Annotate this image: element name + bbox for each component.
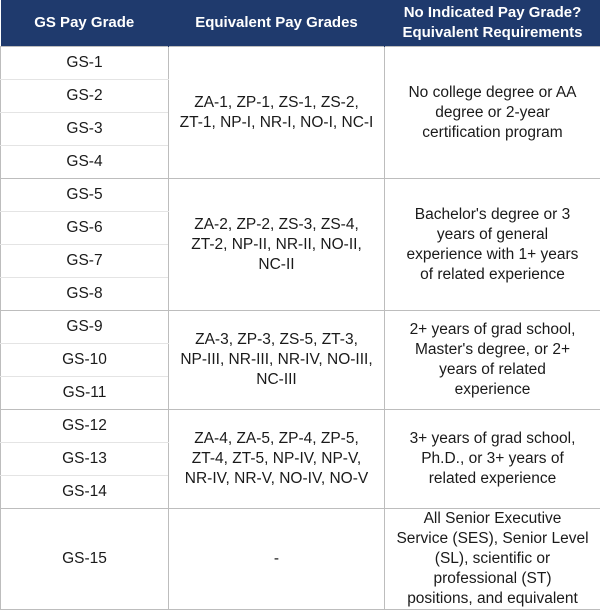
header-requirements-line2: Equivalent Requirements (402, 24, 583, 41)
gs-grade-cell: GS-12 (1, 410, 169, 443)
gs-grade-cell: GS-7 (1, 245, 169, 278)
requirements-cell: All Senior Executive Service (SES), Senior Level (SL), scientific or professional (ST) positions, and equivalent (385, 509, 600, 610)
table-row (1, 311, 600, 344)
header-equivalent-requirements (385, 0, 600, 47)
gs-grade-cell: GS-15 (1, 509, 169, 610)
gs-grade-cell: GS-1 (1, 47, 169, 80)
table-row (1, 509, 600, 610)
gs-grade-cell: GS-4 (1, 146, 169, 179)
table-row (1, 47, 600, 80)
requirements-cell: No college degree or AA degree or 2-year certification program (385, 47, 600, 179)
gs-grade-cell: GS-9 (1, 311, 169, 344)
equivalent-grades-cell: ZA-3, ZP-3, ZS-5, ZT-3, NP-III, NR-III, NR-IV, NO-III, NC-III (169, 311, 385, 410)
equivalent-grades-cell: ZA-1, ZP-1, ZS-1, ZS-2, ZT-1, NP-I, NR-I, NO-I, NC-I (169, 47, 385, 179)
gs-grade-cell: GS-8 (1, 278, 169, 311)
equivalent-grades-cell: - (169, 509, 385, 610)
gs-grade-cell: GS-14 (1, 476, 169, 509)
gs-grade-cell: GS-3 (1, 113, 169, 146)
gs-grade-cell: GS-13 (1, 443, 169, 476)
equivalent-grades-cell: ZA-4, ZA-5, ZP-4, ZP-5, ZT-4, ZT-5, NP-IV, NP-V, NR-IV, NR-V, NO-IV, NO-V (169, 410, 385, 509)
equivalent-grades-cell: ZA-2, ZP-2, ZS-3, ZS-4, ZT-2, NP-II, NR-II, NO-II, NC-II (169, 179, 385, 311)
header-gs-pay-grade: GS Pay Grade (1, 0, 169, 47)
requirements-cell: 2+ years of grad school, Master's degree, or 2+ years of related experience (385, 311, 600, 410)
header-equivalent-pay-grades: Equivalent Pay Grades (169, 0, 385, 47)
gs-grade-cell: GS-2 (1, 80, 169, 113)
requirements-cell: 3+ years of grad school, Ph.D., or 3+ years of related experience (385, 410, 600, 509)
table-row (1, 410, 600, 443)
gs-grade-cell: GS-10 (1, 344, 169, 377)
requirements-cell: Bachelor's degree or 3 years of general experience with 1+ years of related experience (385, 179, 600, 311)
table-row (1, 179, 600, 212)
gs-grade-cell: GS-5 (1, 179, 169, 212)
header-row (1, 0, 600, 47)
gs-grade-cell: GS-6 (1, 212, 169, 245)
header-requirements-line1: No Indicated Pay Grade? (403, 4, 582, 21)
gs-grade-cell: GS-11 (1, 377, 169, 410)
